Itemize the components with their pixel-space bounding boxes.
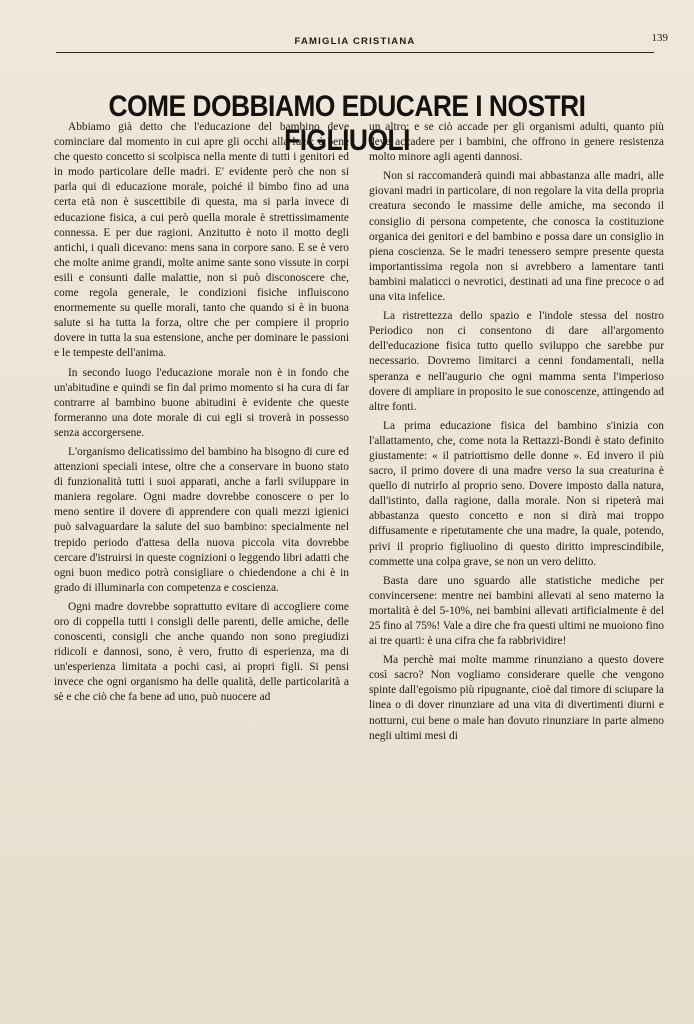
right-column xyxy=(369,120,664,990)
paragraph: Non si raccomanderà quindi mai abbastanza alle madri, alle giovani madri in particolare, di non regolare la vita della propria creatura secondo le massime delle amiche, ma secondo il consiglio di persona competente, che conosca la costituzione organica dei genitori e del bambino e possa dare un consiglio in piena coscienza. Se le madri tenessero sempre presente questa importantissima regola non si avrebbero a lamentare tanti bambini malaticci o nevrotici, destinati ad una fine precoce o ad una vita infelice. xyxy=(369,170,664,304)
paragraph: L'organismo delicatissimo del bambino ha bisogno di cure ed attenzioni speciali intese, oltre che a conservare in buono stato di funzionalità tutti i suoi apparati, anche a farli sviluppare in maniera regolare. Ogni madre dovrebbe conoscere o per lo meno sentire il dovere di apprendere con quali mezzi igienici può salvaguardare la salute del suo bambino: specialmente nel trepido periodo d'attesa della nuova piccola vita dovrebbe cercare d'istruirsi in queste cognizioni o leggendo libri adatti che ogni buon medico potrà consigliare o chiedendone a chi è in grado di illuminarla con competenza e coscienza. xyxy=(54,445,349,594)
paragraph: Abbiamo già detto che l'educazione del bambino deve cominciare dal momento in cui apre gli occhi alla luce: è bene che questo concetto si scolpisca nella mente di tutti i genitori ed in modo particolare delle madri. E' evidente però che non si parla qui di educazione morale, poiché il bimbo fino ad una certa età non è suscettibile di questa, ma si parla invece di educazione fisica, a cui però quella morale è strettissimamente connessa. E per due ragioni. Anzitutto è noto il motto degli antichi, i quali dicevano: mens sana in corpore sano. E se è vero che molte anime grandi, molte anime sante sono vissute in corpi esili e consunti dalle malattie, non si può disconoscere che, come regola generale, le condizioni fisiche influiscono enormemente su quelle morali, tanto che quando si è in buona salute si ha tutta la forza, oltre che per compiere il proprio dovere in tutta la sua estensione, anche per dominare le passioni e le tempeste dell'anima. xyxy=(54,121,349,360)
paragraph: Ogni madre dovrebbe soprattutto evitare di accogliere come oro di coppella tutti i consigli delle parenti, delle amiche, delle conoscenti, consigli che anche quando non sono pregiudizi ridicoli e dannosi, sono, è vero, frutto di esperienza, ma di un'esperienza limitata a pochi casi, ai propri figli. Si pensi invece che ogni organismo ha delle qualità, delle particolarità a sè e che ciò che fa bene ad uno, può nuocere ad xyxy=(54,600,349,704)
article-body xyxy=(54,120,664,990)
article-title: COME DOBBIAMO EDUCARE I NOSTRI FIGLIUOLI xyxy=(108,90,586,158)
left-column xyxy=(54,120,349,990)
paragraph: La ristrettezza dello spazio e l'indole stessa del nostro Periodico non ci consentono di dare all'argomento dell'educazione fisica tutto quello sviluppo che sarebbe pur necessario. Dovremo limitarci a cenni fondamentali, nella speranza e nell'augurio che ogni mamma senta l'imperioso dovere di ampliare in proposito le sue conoscenze, attingendo ad altre fonti. xyxy=(369,310,664,413)
paragraph: La prima educazione fisica del bambino s'inizia con l'allattamento, che, come nota la Rettazzi-Bondi è stato definito giustamente: « il patriottismo delle donne ». Ed invero il più sacro, il primo dovere di una madre verso la sua creaturina è quello di nutrirlo al proprio seno. Dovere imposto dalla natura, dall'istinto, dalla ragione, dalla morale. Non si ripeterà mai abbastanza questo concetto e non si dirà mai troppo diffusamente e ripetutamente che una madre, la quale, potendo, privi il proprio figliuolino di questo diritto imprescindibile, commette una colpa grave, se non un vero delitto. xyxy=(369,419,664,568)
paragraph-continued: un altro: e se ciò accade per gli organismi adulti, quanto più deve accadere per i bambini, che offrono in genere resistenza molto minore agli agenti dannosi. xyxy=(369,121,664,164)
paragraph: Ma perchè mai molte mamme rinunziano a questo dovere così sacro? Non vogliamo considerare quelle che vengono spinte dall'egoismo più ripugnante, cioè dal timore di sciupare la linea o di dover rinunziare ad una vita di divertimenti diurni e notturni, cui bene o male han dovuto rinunziare in parte almeno negli ultimi mesi di xyxy=(369,654,664,742)
running-head xyxy=(56,30,668,53)
paragraph: In secondo luogo l'educazione morale non è in fondo che un'abitudine e quindi se fin dal primo momento si ha cura di far contrarre al bambino buone abitudini è evidente che queste formeranno una dote morale di cui egli si troverà in possesso senza accorgersene. xyxy=(54,366,349,439)
magazine-name: FAMIGLIA CRISTIANA xyxy=(294,36,416,47)
page-number: 139 xyxy=(651,32,668,44)
paragraph: Basta dare uno sguardo alle statistiche mediche per convincersene: mentre nei bambini allevati al seno materno la mortalità è del 5-10%, nei bambini allevati artificialmente è del 25 fino al 75%! Vale a dire che fra questi ultimi ne muoiono fino ai tre quarti: è una cifra che fa rabbrividire! xyxy=(369,574,664,648)
